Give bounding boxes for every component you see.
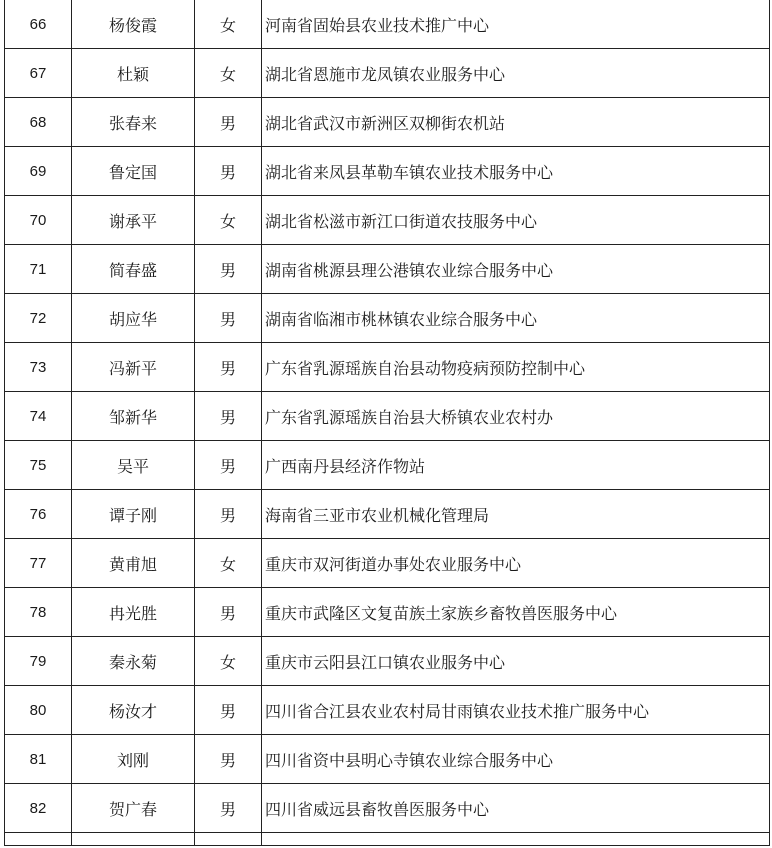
table-row	[5, 147, 770, 196]
person-gender: 男	[195, 245, 262, 294]
row-number: 72	[5, 294, 72, 343]
row-number: 79	[5, 637, 72, 686]
person-name: 黄甫旭	[72, 539, 195, 588]
person-gender: 女	[195, 637, 262, 686]
work-unit: 重庆市双河街道办事处农业服务中心	[262, 539, 770, 588]
person-gender: 男	[195, 98, 262, 147]
work-unit: 重庆市武隆区文复苗族土家族乡畜牧兽医服务中心	[262, 588, 770, 637]
table-row-partial	[5, 833, 770, 846]
work-unit: 湖南省桃源县理公港镇农业综合服务中心	[262, 245, 770, 294]
person-name: 冉光胜	[72, 588, 195, 637]
row-number: 82	[5, 784, 72, 833]
work-unit: 广东省乳源瑶族自治县大桥镇农业农村办	[262, 392, 770, 441]
work-unit: 四川省合江县农业农村局甘雨镇农业技术推广服务中心	[262, 686, 770, 735]
row-number: 77	[5, 539, 72, 588]
person-name: 秦永菊	[72, 637, 195, 686]
person-gender: 男	[195, 686, 262, 735]
table-row	[5, 784, 770, 833]
person-gender: 男	[195, 294, 262, 343]
table-row	[5, 49, 770, 98]
person-name: 谢承平	[72, 196, 195, 245]
work-unit: 湖南省临湘市桃林镇农业综合服务中心	[262, 294, 770, 343]
row-number: 70	[5, 196, 72, 245]
work-unit: 湖北省来凤县革勒车镇农业技术服务中心	[262, 147, 770, 196]
work-unit: 海南省三亚市农业机械化管理局	[262, 490, 770, 539]
row-number: 68	[5, 98, 72, 147]
work-unit: 河南省固始县农业技术推广中心	[262, 0, 770, 49]
person-gender: 男	[195, 735, 262, 784]
table-row	[5, 245, 770, 294]
person-gender: 女	[195, 196, 262, 245]
person-name: 张春来	[72, 98, 195, 147]
row-number: 81	[5, 735, 72, 784]
person-gender: 女	[195, 0, 262, 49]
person-name: 鲁定国	[72, 147, 195, 196]
person-gender: 男	[195, 147, 262, 196]
table-row	[5, 392, 770, 441]
person-name: 杨汝才	[72, 686, 195, 735]
person-name: 简春盛	[72, 245, 195, 294]
table-row	[5, 735, 770, 784]
row-number: 76	[5, 490, 72, 539]
row-number: 75	[5, 441, 72, 490]
table-row	[5, 637, 770, 686]
person-name: 谭子刚	[72, 490, 195, 539]
row-number: 80	[5, 686, 72, 735]
empty-cell	[5, 833, 72, 846]
work-unit: 湖北省恩施市龙凤镇农业服务中心	[262, 49, 770, 98]
person-gender: 男	[195, 588, 262, 637]
person-name: 胡应华	[72, 294, 195, 343]
row-number: 73	[5, 343, 72, 392]
person-gender: 男	[195, 392, 262, 441]
work-unit: 四川省威远县畜牧兽医服务中心	[262, 784, 770, 833]
person-name: 杜颖	[72, 49, 195, 98]
row-number: 66	[5, 0, 72, 49]
work-unit: 广西南丹县经济作物站	[262, 441, 770, 490]
table-row	[5, 196, 770, 245]
table-row	[5, 686, 770, 735]
person-name: 邹新华	[72, 392, 195, 441]
personnel-table	[4, 0, 770, 846]
person-gender: 男	[195, 343, 262, 392]
row-number: 74	[5, 392, 72, 441]
table-row	[5, 539, 770, 588]
person-name: 刘刚	[72, 735, 195, 784]
person-name: 贺广春	[72, 784, 195, 833]
work-unit: 四川省资中县明心寺镇农业综合服务中心	[262, 735, 770, 784]
table-row	[5, 490, 770, 539]
person-gender: 男	[195, 490, 262, 539]
table-row	[5, 588, 770, 637]
table-row	[5, 343, 770, 392]
work-unit: 湖北省松滋市新江口街道农技服务中心	[262, 196, 770, 245]
table-row	[5, 98, 770, 147]
empty-cell	[72, 833, 195, 846]
person-name: 冯新平	[72, 343, 195, 392]
person-gender: 男	[195, 441, 262, 490]
table-row	[5, 294, 770, 343]
empty-cell	[195, 833, 262, 846]
table-row	[5, 0, 770, 49]
work-unit: 广东省乳源瑶族自治县动物疫病预防控制中心	[262, 343, 770, 392]
person-name: 吴平	[72, 441, 195, 490]
table-body	[5, 0, 770, 846]
work-unit: 重庆市云阳县江口镇农业服务中心	[262, 637, 770, 686]
person-gender: 男	[195, 784, 262, 833]
row-number: 78	[5, 588, 72, 637]
table-row	[5, 441, 770, 490]
row-number: 69	[5, 147, 72, 196]
person-name: 杨俊霞	[72, 0, 195, 49]
row-number: 71	[5, 245, 72, 294]
work-unit: 湖北省武汉市新洲区双柳街农机站	[262, 98, 770, 147]
person-gender: 女	[195, 49, 262, 98]
person-gender: 女	[195, 539, 262, 588]
row-number: 67	[5, 49, 72, 98]
empty-cell	[262, 833, 770, 846]
